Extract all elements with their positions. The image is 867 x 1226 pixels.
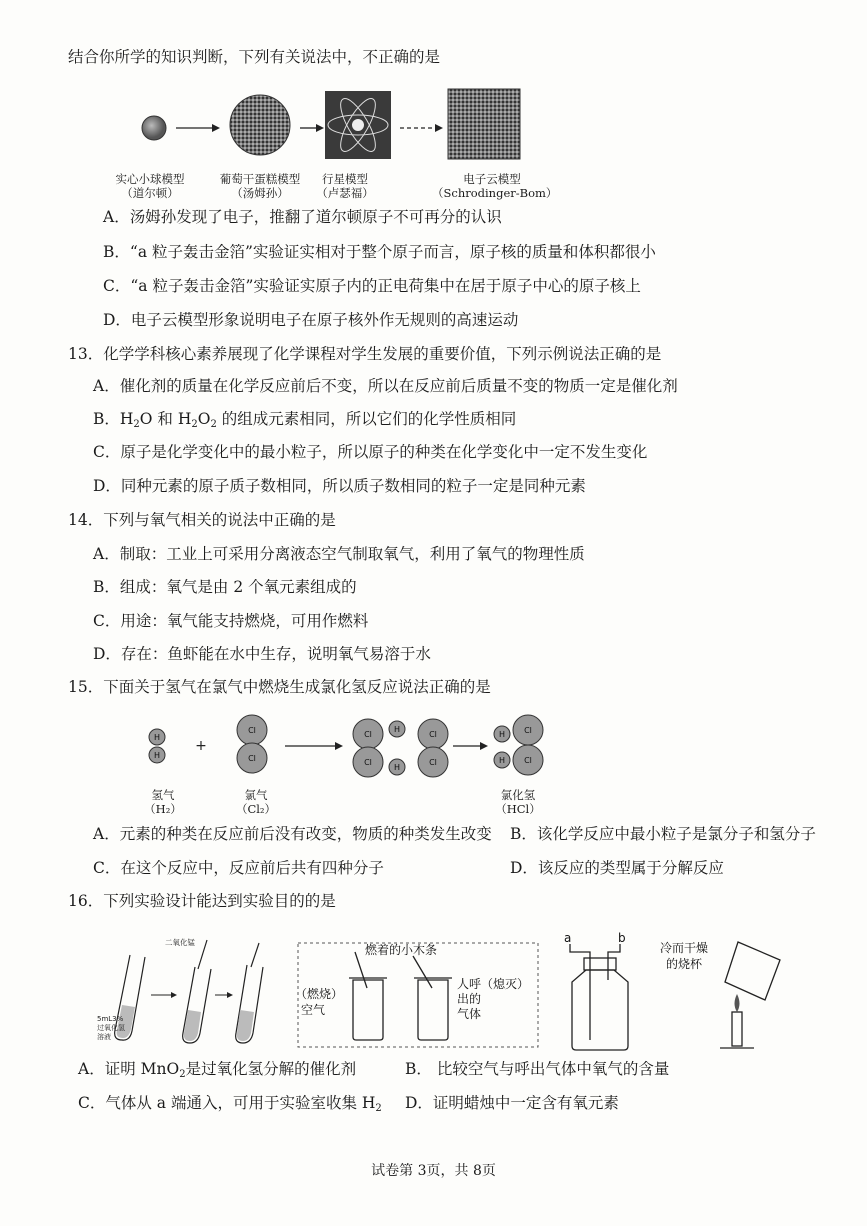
electron-cloud-model xyxy=(448,89,520,159)
svg-text:二氧化锰: 二氧化锰 xyxy=(165,938,195,947)
molecule-label: 氯化氢 （HCl） xyxy=(495,788,541,816)
svg-text:Cl: Cl xyxy=(364,730,372,739)
gas-bottle-figure xyxy=(560,932,640,1054)
svg-text:b: b xyxy=(618,932,626,945)
atomic-models-figure xyxy=(130,85,550,165)
svg-text:冷而干燥: 冷而干燥 xyxy=(660,941,709,955)
q13-option-b: B．$H_2O$ 和 $H_2O_2$ 的组成元素相同，所以它们的化学性质相同 xyxy=(93,410,517,430)
q13-option-a: A．催化剂的质量在化学反应前后不变，所以在反应前后质量不变的物质一定是催化剂 xyxy=(93,377,678,395)
q14-option-d: D．存在：鱼虾能在水中生存，说明氧气易溶于水 xyxy=(93,645,431,663)
q14-option-b: B．组成：氧气是由 2 个氧元素组成的 xyxy=(93,578,357,596)
model-caption: 实心小球模型 （道尔顿） xyxy=(115,172,185,200)
svg-text:（燃烧）: （燃烧） xyxy=(295,987,344,1001)
q12-option-a: A．汤姆孙发现了电子，推翻了道尔顿原子不可再分的认识 xyxy=(103,208,502,226)
q14-option-c: C．用途：氧气能支持燃烧，可用作燃料 xyxy=(93,612,369,630)
test-tube-figure xyxy=(95,935,280,1050)
svg-text:人呼（熄灭）: 人呼（熄灭） xyxy=(457,977,530,991)
q15-option-a: A．元素的种类在反应前后没有改变，物质的种类发生改变 xyxy=(93,825,492,843)
svg-text:燃着的小木条: 燃着的小木条 xyxy=(365,943,438,957)
q16-option-a: A．证明 MnO$_2$是过氧化氢分解的催化剂 xyxy=(78,1060,357,1080)
q16-option-c: C．气体从 a 端通入，可用于实验室收集 $H_2$ xyxy=(78,1094,382,1114)
svg-text:H: H xyxy=(498,756,506,765)
svg-text:H: H xyxy=(393,725,401,734)
svg-text:+: + xyxy=(195,738,207,754)
svg-text:H: H xyxy=(498,730,506,739)
svg-text:空气: 空气 xyxy=(301,1003,326,1017)
bottles-figure xyxy=(295,940,545,1050)
planetary-model xyxy=(325,91,391,159)
solid-ball-model xyxy=(142,116,166,140)
svg-text:出的: 出的 xyxy=(457,992,482,1006)
q16-stem: 16．下列实验设计能达到实验目的的是 xyxy=(68,892,336,910)
svg-text:Cl: Cl xyxy=(429,730,437,739)
svg-text:Cl: Cl xyxy=(429,758,437,767)
model-caption: 行星模型 （卢瑟福） xyxy=(316,172,374,200)
q14-option-a: A．制取：工业上可采用分离液态空气制取氧气，利用了氧气的物理性质 xyxy=(93,545,585,563)
hcl-reaction-figure xyxy=(135,710,575,790)
q13-stem: 13．化学学科核心素养展现了化学课程对学生发展的重要价值，下列示例说法正确的是 xyxy=(68,345,662,363)
q15-option-c: C．在这个反应中，反应前后共有四种分子 xyxy=(93,859,384,877)
candle-beaker-figure xyxy=(650,932,790,1054)
q12-option-d: D．电子云模型形象说明电子在原子核外作无规则的高速运动 xyxy=(103,311,519,329)
plum-pudding-model xyxy=(230,95,290,155)
svg-text:H: H xyxy=(153,733,161,742)
molecule-label: 氢气 （H₂） xyxy=(144,788,182,816)
svg-text:Cl: Cl xyxy=(248,754,256,763)
svg-text:Cl: Cl xyxy=(364,758,372,767)
q15-option-b: B．该化学反应中最小粒子是氯分子和氢分子 xyxy=(510,825,816,843)
svg-text:H: H xyxy=(153,751,161,760)
svg-text:溶液: 溶液 xyxy=(97,1033,111,1041)
svg-text:的烧杯: 的烧杯 xyxy=(666,957,703,971)
svg-text:气体: 气体 xyxy=(457,1007,482,1021)
q13-option-d: D．同种元素的原子质子数相同，所以质子数相同的粒子一定是同种元素 xyxy=(93,477,586,495)
q16-option-d: D．证明蜡烛中一定含有氧元素 xyxy=(405,1094,619,1112)
page-footer: 试卷第 3页，共 8页 xyxy=(371,1163,496,1179)
model-caption: 电子云模型 （Schrodinger-Bom） xyxy=(432,172,558,200)
svg-text:H: H xyxy=(393,763,401,772)
q16-option-b: B． 比较空气与呼出气体中氧气的含量 xyxy=(405,1060,670,1078)
svg-text:Cl: Cl xyxy=(248,726,256,735)
svg-text:Cl: Cl xyxy=(524,756,532,765)
q12-option-b: B．“a 粒子轰击金箔”实验证实相对于整个原子而言，原子核的质量和体积都很小 xyxy=(103,243,656,261)
model-caption: 葡萄干蛋糕模型 （汤姆孙） xyxy=(219,172,301,200)
q12-option-c: C．“a 粒子轰击金箔”实验证实原子内的正电荷集中在居于原子中心的原子核上 xyxy=(103,277,641,295)
q14-stem: 14．下列与氧气相关的说法中正确的是 xyxy=(68,511,336,529)
molecule-label: 氯气 （Cl₂） xyxy=(235,788,277,816)
q15-option-d: D．该反应的类型属于分解反应 xyxy=(510,859,724,877)
intro-text: 结合你所学的知识判断，下列有关说法中，不正确的是 xyxy=(68,48,441,66)
svg-text:Cl: Cl xyxy=(524,726,532,735)
q15-stem: 15．下面关于氢气在氯气中燃烧生成氯化氢反应说法正确的是 xyxy=(68,678,491,696)
svg-text:5mL3%: 5mL3% xyxy=(97,1015,124,1023)
q13-option-c: C．原子是化学变化中的最小粒子，所以原子的种类在化学变化中一定不发生变化 xyxy=(93,443,648,461)
svg-text:过氧化氢: 过氧化氢 xyxy=(97,1024,125,1032)
svg-text:a: a xyxy=(564,932,572,945)
